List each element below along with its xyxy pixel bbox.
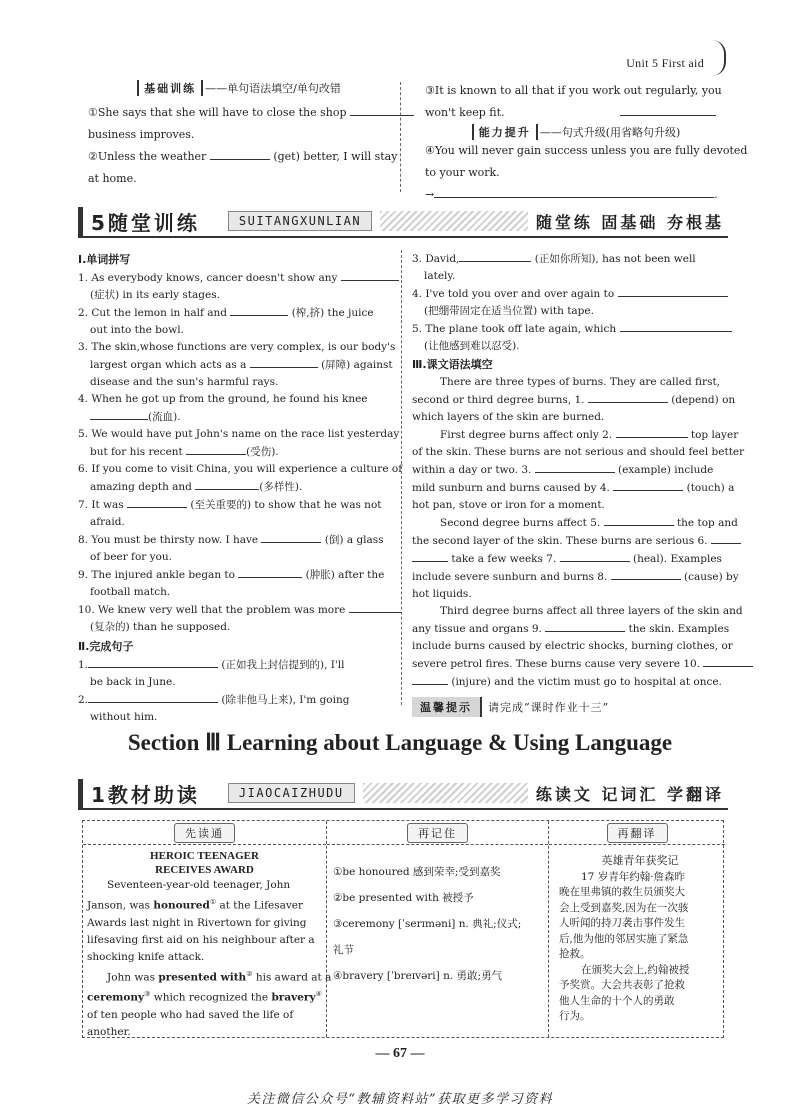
answer-blank[interactable] (261, 531, 321, 543)
question: 5. The plane took off late again, which (让他感到难以忍受). (412, 320, 726, 355)
reading-column (83, 821, 332, 1038)
answer-blank[interactable] (703, 655, 753, 667)
passage-paragraph: Second degree burns affect 5. the top and the second layer of the skin. These burns are serious 6. take a few weeks 7. (heal). Examples include severe sunburn and burns 8. (cause) by hot liquids. (412, 514, 726, 603)
unit-header: Unit 5 First aid (626, 56, 704, 70)
answer-blank[interactable] (210, 148, 270, 160)
top-right-exercises (425, 80, 748, 206)
answer-blank[interactable] (535, 461, 615, 473)
answer-blank[interactable] (88, 691, 218, 703)
page-edge-curve (710, 40, 726, 76)
answer-blank[interactable] (611, 568, 681, 580)
answer-blank[interactable] (560, 550, 630, 562)
banner-slogan: 随堂练 固基础 夯根基 (535, 212, 724, 232)
answer-blank[interactable] (618, 285, 728, 297)
basic-training-tag: 基础训练 (137, 80, 203, 96)
passage-paragraph: There are three types of burns. They are called first, second or third degree burns, 1. (depend) on which layers of the skin are burned. (412, 376, 736, 423)
translation-title: 英雄青年获奖记 (601, 854, 679, 867)
answer-blank[interactable] (613, 479, 683, 491)
exercise-line: to your work. (425, 166, 500, 179)
passage-paragraph: First degree burns affect only 2. top layer of the skin. These burns are not serious and should feel better within a day or two. 3. (example) include mild sunburn and burns caused by 4. (touch) a hot pan, stove or iron for a moment. (412, 426, 726, 514)
exercise-line: won't keep fit. (425, 102, 727, 124)
complete-sentences-heading: Ⅱ.完成句子 (78, 640, 134, 653)
passage-title: HEROIC TEENAGER (150, 850, 259, 862)
top-left-exercises (88, 80, 398, 190)
chinese-translation: 英雄青年获奖记 17 岁青年约翰·詹森昨 晚在里弗镇的救生员颁奖大 会上受到嘉奖,因为在一次骇 人听闻的持刀袭击事件发生 后,他为他的邻居实施了紧急 抢救。 在颁奖大会上,约翰被授 予奖赏。大会共表彰了抢救 他人生命的十个人的勇敢 行为。 (549, 845, 725, 1025)
answer-blank[interactable] (341, 269, 399, 281)
question: 10. We knew very well that the problem was more (复杂的) than he supposed. (78, 601, 390, 636)
question: 1. (正如我上封信提到的), I'll be back in June. (78, 656, 390, 691)
answer-blank[interactable] (545, 620, 625, 632)
answer-blank[interactable] (88, 656, 218, 668)
right-column (412, 250, 745, 717)
answer-blank[interactable] (230, 304, 288, 316)
banner-title: 5随堂训练 (78, 207, 208, 236)
passage-title: RECEIVES AWARD (155, 864, 254, 876)
question: 5. We would have put John's name on the race list yesterday but for his recent (受伤). (78, 428, 400, 458)
tip-text: 请完成“课时作业十三” (488, 701, 610, 714)
vocab-notes: ①be honoured 感到荣幸;受到嘉奖 ②be presented with 被授予 ③ceremony [ˈserɪməni] n. 典礼;仪式; 礼节 ④bravery [ˈbreɪvəri] n. 勇敢;勇气 (333, 866, 522, 982)
answer-blank[interactable] (186, 443, 246, 455)
section-banner-suitang (78, 206, 728, 238)
answer-blank[interactable] (90, 408, 148, 420)
exercise-line: → . (425, 188, 718, 201)
translation-column (549, 821, 725, 1037)
banner-title: 1教材助读 (78, 779, 208, 808)
answer-blank[interactable] (412, 550, 448, 562)
answer-blank[interactable] (604, 514, 674, 526)
banner-hatch (380, 211, 528, 231)
answer-blank[interactable] (459, 250, 531, 262)
banner-pinyin: SUITANGXUNLIAN (228, 211, 372, 231)
exercise-line: ①She says that she will have to close the shop (88, 102, 390, 124)
answer-blank[interactable] (349, 601, 401, 613)
question: 4. I've told you over and over again to (把绷带固定在适当位置) with tape. (412, 285, 726, 320)
exercise-line: ④You will never gain success unless you are fully devoted (425, 144, 748, 157)
tip-label: 温馨提示 (412, 697, 482, 717)
question: 1. As everybody knows, cancer doesn't show any (症状) in its early stages. (78, 269, 390, 304)
exercise-line: ③It is known to all that if you work out regularly, you (425, 84, 722, 97)
answer-blank[interactable] (620, 320, 732, 332)
banner-hatch (363, 783, 528, 803)
answer-blank[interactable] (620, 104, 716, 116)
exercise-line: at home. (88, 172, 137, 185)
column-header: 再翻译 (549, 821, 725, 845)
question: 4. When he got up from the ground, he found his knee (流血). (78, 393, 368, 423)
question: 9. The injured ankle began to (肿胀) after the football match. (78, 566, 390, 601)
text-grammar-heading: Ⅲ.课文语法填空 (412, 358, 493, 371)
question: 2. (除非他马上来), I'm going without him. (78, 691, 390, 726)
ability-heading (425, 124, 727, 140)
word-spelling-heading: Ⅰ.单词拼写 (78, 253, 131, 266)
banner-pinyin: JIAOCAIZHUDU (228, 783, 355, 803)
question: 7. It was (至关重要的) to show that he was not afraid. (78, 496, 390, 531)
answer-blank[interactable] (412, 673, 448, 685)
column-header: 先读通 (83, 821, 326, 845)
question: 6. If you come to visit China, you will experience a culture of amazing depth and (多样性). (78, 463, 403, 493)
answer-blank[interactable] (434, 186, 714, 198)
ability-subtitle: ——句式升级(用省略句升级) (539, 126, 681, 139)
reading-table (82, 820, 724, 1038)
page-number: — 67 — (375, 1046, 425, 1061)
reminder-tip (412, 697, 726, 717)
answer-blank[interactable] (588, 391, 668, 403)
vocab-column (327, 821, 549, 1037)
column-header: 再记住 (327, 821, 548, 845)
english-passage: HEROIC TEENAGER RECEIVES AWARD Seventeen-year-old teenager, John Janson, was honoured① at the Lifesaver Awards last night in Rivertown for giving lifesaving first aid on his neighbour after a shocking knife attack. John was presented with② his award at a ceremony③ which recognized the bravery④ of ten people who had saved the life of another. (87, 850, 332, 1038)
answer-blank[interactable] (350, 104, 414, 116)
column-divider (401, 250, 402, 705)
question: 3. The skin,whose functions are very complex, is our body's largest organ which acts as a (屏障) against disease and the sun's harmful rays. (78, 341, 396, 388)
basic-training-heading (88, 80, 390, 96)
answer-blank[interactable] (238, 566, 302, 578)
section-banner-jiaocai (78, 778, 728, 810)
question: 2. Cut the lemon in half and (榨,挤) the juice out into the bowl. (78, 304, 390, 339)
banner-slogan: 练读文 记词汇 学翻译 (535, 784, 724, 804)
answer-blank[interactable] (616, 426, 688, 438)
answer-blank[interactable] (195, 478, 259, 490)
section-title: Section Ⅲ Learning about Language & Using Language (127, 730, 673, 755)
answer-blank[interactable] (250, 356, 318, 368)
question: 8. You must be thirsty now. I have (倒) a glass of beer for you. (78, 531, 390, 566)
passage-paragraph: Third degree burns affect all three layers of the skin and any tissue and organs 9. the skin. Examples include burns caused by electric shocks, burning clothes, or severe petrol fires. These burns cause very severe 10. (injure) and the victim must go to hospital at once. (412, 603, 726, 691)
footer-note: 关注微信公众号“教辅资料站”获取更多学习资料 (246, 1092, 554, 1107)
column-divider (400, 82, 401, 192)
left-column (78, 250, 403, 726)
exercise-line: business improves. (88, 128, 195, 141)
exercise-line: ②Unless the weather (get) better, I will stay (88, 150, 398, 163)
ability-tag: 能力提升 (472, 124, 538, 140)
basic-training-subtitle: ——单句语法填空/单句改错 (205, 82, 341, 95)
answer-blank[interactable] (127, 496, 187, 508)
answer-blank[interactable] (711, 532, 741, 544)
question: 3. David, (正如你所知), has not been well lately. (412, 250, 726, 285)
